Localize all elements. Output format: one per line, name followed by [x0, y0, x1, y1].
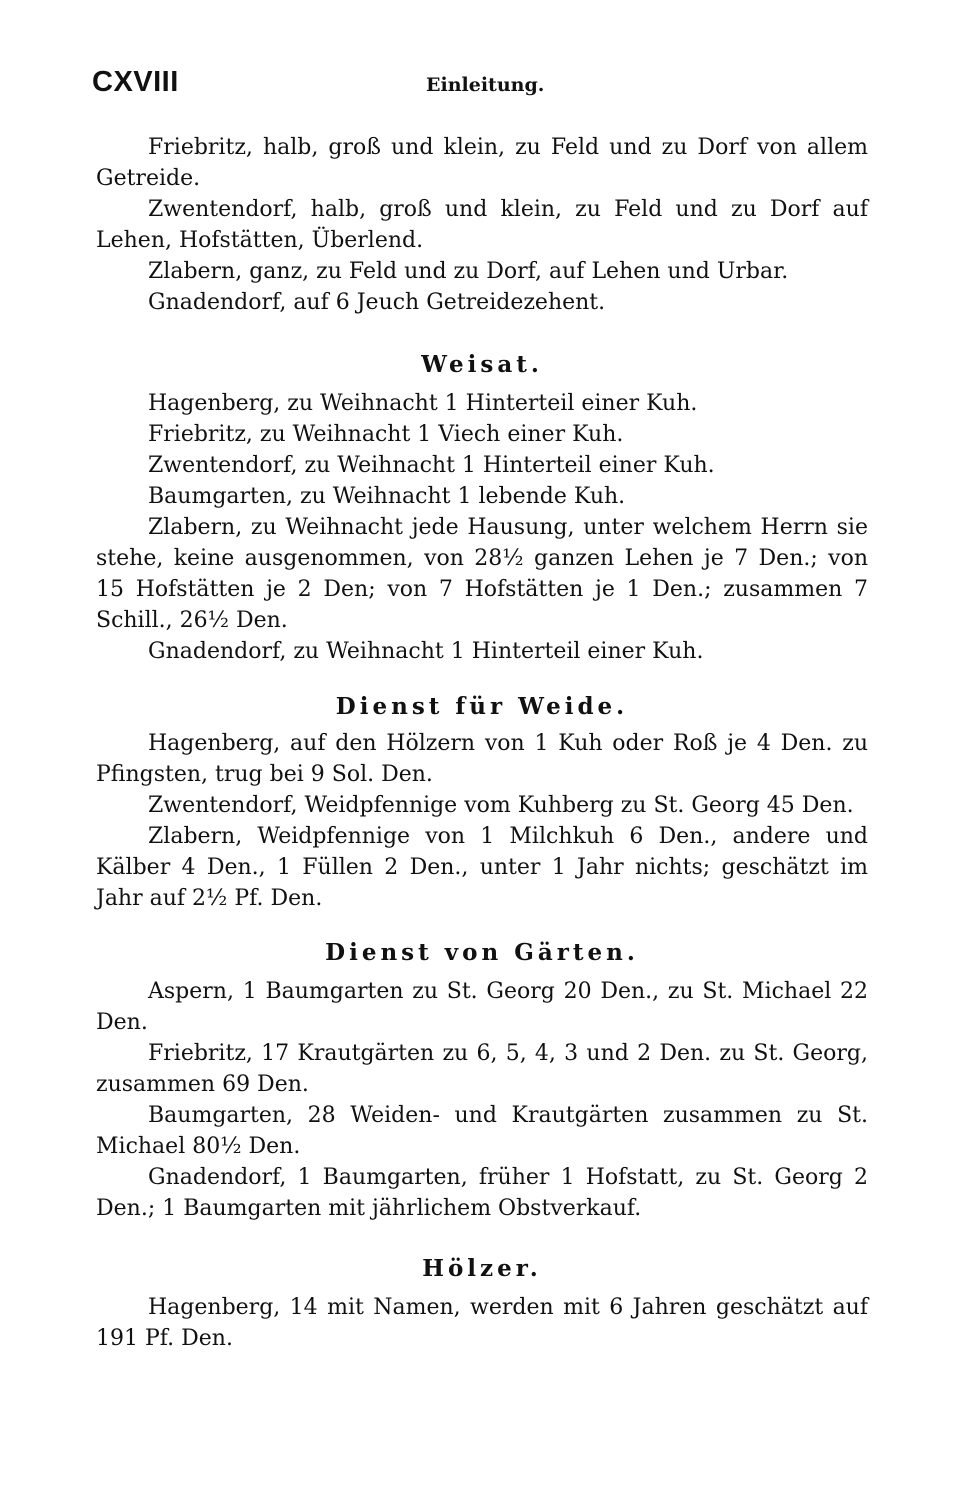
paragraph: Hagenberg, 14 mit Namen, werden mit 6 Jahren geschätzt auf 191 Pf. Den.: [96, 1295, 868, 1351]
page-body: [96, 132, 868, 1354]
page-number: CXVIII: [92, 66, 179, 98]
paragraph: Zlabern, zu Weihnacht jede Hausung, unter welchem Herrn sie stehe, keine ausgenommen, von 28½ ganzen Lehen je 7 Den.; von 15 Hofstätten je 2 Den; von 7 Hofstätten je 1 Den.; zusammen 7 Schill., 26½ Den.: [96, 515, 868, 633]
paragraph: Baumgarten, 28 Weiden- und Krautgärten zusammen zu St. Michael 80½ Den.: [96, 1103, 868, 1159]
paragraph: Gnadendorf, auf 6 Jeuch Getreidezehent.: [148, 290, 606, 315]
paragraph: Aspern, 1 Baumgarten zu St. Georg 20 Den., zu St. Michael 22 Den.: [96, 979, 868, 1035]
paragraph: Hagenberg, zu Weihnacht 1 Hinterteil einer Kuh.: [148, 391, 698, 416]
running-head: Einleitung.: [426, 74, 545, 96]
paragraph: Zwentendorf, zu Weihnacht 1 Hinterteil einer Kuh.: [148, 453, 715, 478]
section-heading-dienst-gaerten: Dienst von Gärten.: [325, 939, 639, 966]
paragraph: Hagenberg, auf den Hölzern von 1 Kuh oder Roß je 4 Den. zu Pfingsten, trug bei 9 Sol. Den.: [96, 731, 868, 787]
section-heading-hoelzer: Hölzer.: [422, 1255, 542, 1282]
section-heading-weisat: Weisat.: [421, 351, 543, 378]
paragraph: Friebritz, zu Weihnacht 1 Viech einer Kuh.: [148, 422, 624, 447]
paragraph: Friebritz, halb, groß und klein, zu Feld und zu Dorf von allem Getreide.: [96, 135, 868, 191]
page-header: [92, 66, 872, 106]
section-heading-dienst-weide: Dienst für Weide.: [335, 693, 629, 720]
paragraph: Zwentendorf, Weidpfennige vom Kuhberg zu St. Georg 45 Den.: [148, 793, 854, 818]
paragraph: Zlabern, Weidpfennige von 1 Milchkuh 6 Den., andere und Kälber 4 Den., 1 Füllen 2 Den., unter 1 Jahr nichts; geschätzt im Jahr auf 2½ Pf. Den.: [96, 824, 868, 911]
paragraph: Zlabern, ganz, zu Feld und zu Dorf, auf Lehen und Urbar.: [148, 259, 789, 284]
paragraph: Baumgarten, zu Weihnacht 1 lebende Kuh.: [148, 484, 626, 509]
paragraph: Zwentendorf, halb, groß und klein, zu Feld und zu Dorf auf Lehen, Hofstätten, Überlend.: [96, 197, 868, 253]
paragraph: Friebritz, 17 Krautgärten zu 6, 5, 4, 3 und 2 Den. zu St. Georg, zusammen 69 Den.: [96, 1041, 868, 1097]
paragraph: Gnadendorf, 1 Baumgarten, früher 1 Hofstatt, zu St. Georg 2 Den.; 1 Baumgarten mit jährlichem Obstverkauf.: [96, 1165, 868, 1221]
paragraph: Gnadendorf, zu Weihnacht 1 Hinterteil einer Kuh.: [148, 639, 704, 664]
